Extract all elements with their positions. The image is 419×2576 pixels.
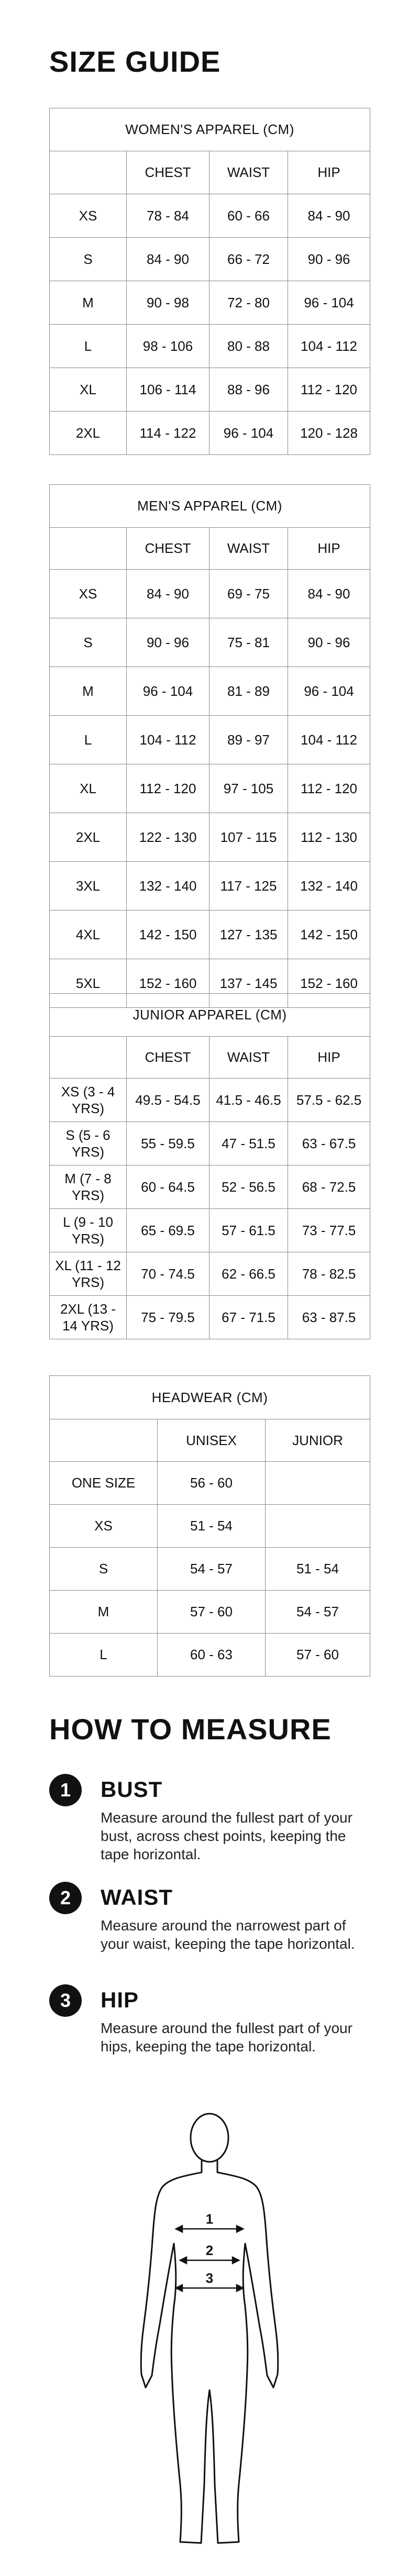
table-row — [50, 1296, 370, 1339]
size-label-cell: XS (3 - 4 YRS) — [50, 1079, 127, 1122]
table-header-row — [50, 151, 370, 194]
measurement-cell: 55 - 59.5 — [127, 1122, 210, 1165]
table-row — [50, 368, 370, 412]
measurement-cell: 54 - 57 — [266, 1591, 370, 1634]
size-label-cell: 5XL — [50, 959, 127, 1008]
measurement-cell: 90 - 96 — [127, 618, 210, 667]
table-header-row — [50, 528, 370, 570]
measurement-cell: 84 - 90 — [288, 194, 370, 238]
measurement-cell: 81 - 89 — [210, 667, 288, 716]
measurement-cell — [266, 1505, 370, 1548]
table-caption: JUNIOR APPAREL (CM) — [50, 994, 370, 1037]
measurement-cell: 62 - 66.5 — [210, 1252, 288, 1296]
measurement-cell: 52 - 56.5 — [210, 1165, 288, 1209]
column-header — [50, 1419, 158, 1462]
bust-arrow-right — [237, 2226, 243, 2232]
column-header: HIP — [288, 528, 370, 570]
measurement-cell: 107 - 115 — [210, 813, 288, 862]
size-label-cell: 2XL — [50, 412, 127, 455]
bust-marker-label: 1 — [205, 2211, 214, 2227]
table-row — [50, 325, 370, 368]
measurement-cell: 84 - 90 — [127, 570, 210, 618]
size-label-cell: XS — [50, 570, 127, 618]
size-label-cell: S — [50, 1548, 158, 1591]
table-row — [50, 412, 370, 455]
column-header: UNISEX — [158, 1419, 266, 1462]
waist-arrow-right — [233, 2257, 239, 2263]
measurement-cell: 96 - 104 — [127, 667, 210, 716]
table-caption: MEN'S APPAREL (CM) — [50, 485, 370, 528]
step-description: Measure around the fullest part of your hips, keeping the tape horizontal. — [101, 2020, 352, 2055]
table-row — [50, 1462, 370, 1505]
table-row — [50, 1548, 370, 1591]
table-row — [50, 667, 370, 716]
headwear-size-table — [49, 1375, 370, 1676]
measurement-cell: 120 - 128 — [288, 412, 370, 455]
size-label-cell: S — [50, 238, 127, 281]
measurement-cell: 132 - 140 — [127, 862, 210, 911]
table-row — [50, 911, 370, 959]
measurement-cell: 70 - 74.5 — [127, 1252, 210, 1296]
measurement-cell: 96 - 104 — [288, 667, 370, 716]
measurement-cell: 112 - 120 — [288, 764, 370, 813]
measurement-cell: 67 - 71.5 — [210, 1296, 288, 1339]
step-number-badge: 1 — [49, 1774, 82, 1806]
measurement-cell: 57 - 61.5 — [210, 1209, 288, 1252]
measurement-cell: 57 - 60 — [266, 1634, 370, 1676]
size-label-cell: M (7 - 8 YRS) — [50, 1165, 127, 1209]
table-row — [50, 570, 370, 618]
table-header-row — [50, 1419, 370, 1462]
step-title: WAIST — [101, 1885, 173, 1909]
page-title: SIZE GUIDE — [49, 45, 221, 78]
measurement-cell: 127 - 135 — [210, 911, 288, 959]
measurement-cell: 112 - 120 — [288, 368, 370, 412]
size-label-cell: S — [50, 618, 127, 667]
column-header — [50, 528, 127, 570]
measurement-cell: 88 - 96 — [210, 368, 288, 412]
table-caption: HEADWEAR (CM) — [50, 1376, 370, 1419]
column-header: HIP — [288, 1037, 370, 1079]
measurement-cell: 104 - 112 — [288, 325, 370, 368]
size-label-cell: L — [50, 325, 127, 368]
table-caption: WOMEN'S APPAREL (CM) — [50, 108, 370, 151]
measurement-cell: 54 - 57 — [158, 1548, 266, 1591]
size-label-cell: M — [50, 667, 127, 716]
measurement-cell: 122 - 130 — [127, 813, 210, 862]
size-label-cell: S (5 - 6 YRS) — [50, 1122, 127, 1165]
column-header: JUNIOR — [266, 1419, 370, 1462]
measurement-cell: 96 - 104 — [210, 412, 288, 455]
table-row — [50, 281, 370, 325]
measurement-cell: 84 - 90 — [288, 570, 370, 618]
hip-arrow-left — [176, 2285, 182, 2291]
measurement-cell: 63 - 67.5 — [288, 1122, 370, 1165]
measurement-cell: 132 - 140 — [288, 862, 370, 911]
step-number-badge: 2 — [49, 1882, 82, 1914]
measurement-cell: 142 - 150 — [288, 911, 370, 959]
measurement-cell: 89 - 97 — [210, 716, 288, 764]
size-label-cell: 2XL (13 - 14 YRS) — [50, 1296, 127, 1339]
waist-arrow-left — [180, 2257, 186, 2263]
bust-arrow-left — [176, 2226, 182, 2232]
measurement-cell: 112 - 130 — [288, 813, 370, 862]
measurement-cell: 104 - 112 — [127, 716, 210, 764]
table-row — [50, 1079, 370, 1122]
measurement-cell: 90 - 96 — [288, 238, 370, 281]
measurement-cell: 98 - 106 — [127, 325, 210, 368]
measurement-cell: 104 - 112 — [288, 716, 370, 764]
size-label-cell: XL — [50, 764, 127, 813]
measurement-cell: 49.5 - 54.5 — [127, 1079, 210, 1122]
size-label-cell: 2XL — [50, 813, 127, 862]
table-row — [50, 238, 370, 281]
measurement-cell: 47 - 51.5 — [210, 1122, 288, 1165]
measurement-cell: 78 - 84 — [127, 194, 210, 238]
measurement-cell: 80 - 88 — [210, 325, 288, 368]
measurement-cell — [266, 1462, 370, 1505]
measurement-cell: 75 - 81 — [210, 618, 288, 667]
measurement-cell: 66 - 72 — [210, 238, 288, 281]
column-header: WAIST — [210, 151, 288, 194]
how-to-measure-title: HOW TO MEASURE — [49, 1713, 332, 1746]
measurement-cell: 114 - 122 — [127, 412, 210, 455]
size-label-cell: XS — [50, 194, 127, 238]
measurement-cell: 142 - 150 — [127, 911, 210, 959]
table-row — [50, 1122, 370, 1165]
measurement-cell: 73 - 77.5 — [288, 1209, 370, 1252]
size-label-cell: XS — [50, 1505, 158, 1548]
head-outline — [191, 2114, 228, 2162]
table-row — [50, 862, 370, 911]
column-header: CHEST — [127, 151, 210, 194]
measurement-cell: 117 - 125 — [210, 862, 288, 911]
measurement-cell: 75 - 79.5 — [127, 1296, 210, 1339]
measurement-cell: 112 - 120 — [127, 764, 210, 813]
hip-marker-label: 3 — [205, 2270, 214, 2286]
step-description: Measure around the narrowest part of your waist, keeping the tape horizontal. — [101, 1917, 355, 1952]
table-row — [50, 764, 370, 813]
size-label-cell: ONE SIZE — [50, 1462, 158, 1505]
table-row — [50, 813, 370, 862]
measurement-cell: 51 - 54 — [266, 1548, 370, 1591]
measurement-cell: 51 - 54 — [158, 1505, 266, 1548]
measurement-cell: 60 - 63 — [158, 1634, 266, 1676]
measurement-cell: 90 - 98 — [127, 281, 210, 325]
column-header: CHEST — [127, 1037, 210, 1079]
step-number-badge: 3 — [49, 1984, 82, 2017]
column-header: WAIST — [210, 1037, 288, 1079]
size-label-cell: XL (11 - 12 YRS) — [50, 1252, 127, 1296]
step-title: HIP — [101, 1987, 139, 2012]
waist-marker-label: 2 — [205, 2242, 214, 2258]
measurement-cell: 90 - 96 — [288, 618, 370, 667]
womens-size-table — [49, 108, 370, 455]
table-header-row — [50, 1037, 370, 1079]
measurement-cell: 137 - 145 — [210, 959, 288, 1008]
measurement-cell: 41.5 - 46.5 — [210, 1079, 288, 1122]
table-row — [50, 716, 370, 764]
measurement-cell: 68 - 72.5 — [288, 1165, 370, 1209]
measurement-cell: 78 - 82.5 — [288, 1252, 370, 1296]
measurement-cell: 56 - 60 — [158, 1462, 266, 1505]
measurement-cell: 152 - 160 — [288, 959, 370, 1008]
measurement-cell: 57.5 - 62.5 — [288, 1079, 370, 1122]
size-label-cell: M — [50, 281, 127, 325]
table-row — [50, 1165, 370, 1209]
table-row — [50, 618, 370, 667]
table-row — [50, 1252, 370, 1296]
size-label-cell: M — [50, 1591, 158, 1634]
hip-arrow-right — [237, 2285, 243, 2291]
measurement-cell: 96 - 104 — [288, 281, 370, 325]
measurement-cell: 106 - 114 — [127, 368, 210, 412]
body-outline-icon — [126, 2107, 293, 2563]
table-row — [50, 1505, 370, 1548]
measurement-cell: 65 - 69.5 — [127, 1209, 210, 1252]
step-description: Measure around the fullest part of your bust, across chest points, keeping the tape horizontal. — [101, 1809, 352, 1862]
size-label-cell: 4XL — [50, 911, 127, 959]
table-row — [50, 1209, 370, 1252]
column-header — [50, 1037, 127, 1079]
measurement-cell: 152 - 160 — [127, 959, 210, 1008]
column-header: CHEST — [127, 528, 210, 570]
table-row — [50, 194, 370, 238]
measurement-cell: 60 - 64.5 — [127, 1165, 210, 1209]
step-title: BUST — [101, 1777, 163, 1802]
measurement-cell: 57 - 60 — [158, 1591, 266, 1634]
measurement-cell: 69 - 75 — [210, 570, 288, 618]
size-label-cell: XL — [50, 368, 127, 412]
mens-size-table — [49, 484, 370, 1008]
measurement-cell: 72 - 80 — [210, 281, 288, 325]
measurement-cell: 84 - 90 — [127, 238, 210, 281]
measurement-cell: 60 - 66 — [210, 194, 288, 238]
size-label-cell: L (9 - 10 YRS) — [50, 1209, 127, 1252]
junior-size-table — [49, 993, 370, 1339]
table-row — [50, 1591, 370, 1634]
measurement-cell: 63 - 87.5 — [288, 1296, 370, 1339]
size-label-cell: L — [50, 1634, 158, 1676]
column-header: HIP — [288, 151, 370, 194]
table-row — [50, 1634, 370, 1676]
measurement-cell: 97 - 105 — [210, 764, 288, 813]
size-label-cell: L — [50, 716, 127, 764]
column-header: WAIST — [210, 528, 288, 570]
size-label-cell: 3XL — [50, 862, 127, 911]
column-header — [50, 151, 127, 194]
